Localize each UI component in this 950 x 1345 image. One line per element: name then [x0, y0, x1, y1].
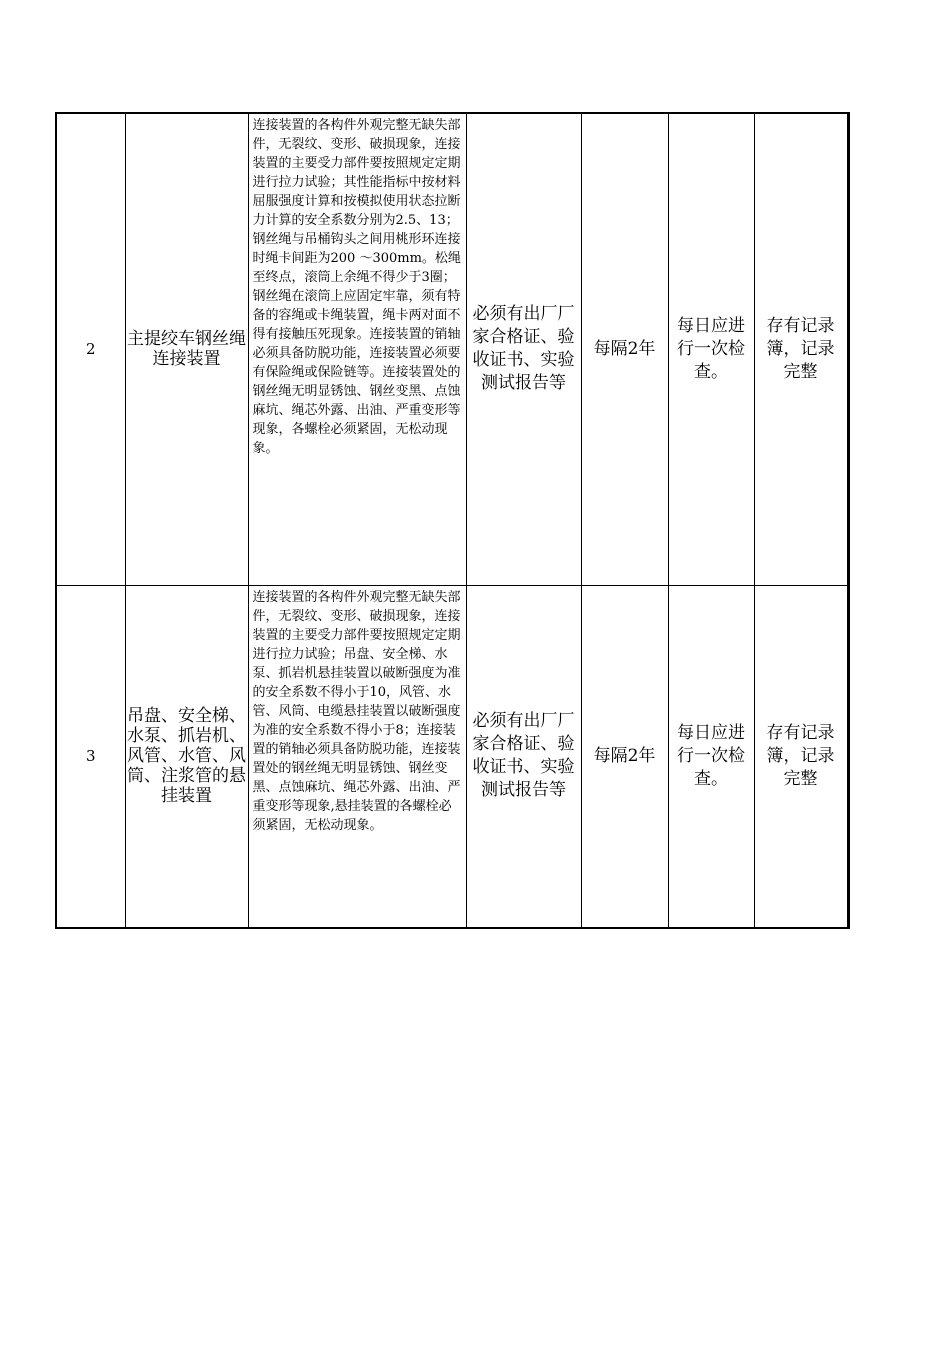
- equipment-name: 吊盘、安全梯、水泵、抓岩机、风管、水管、风筒、注浆管的悬挂装置: [125, 585, 248, 928]
- row-number: 2: [56, 113, 125, 585]
- equipment-name: 主提绞车钢丝绳连接装置: [125, 113, 248, 585]
- inspection-table: [55, 112, 850, 929]
- required-documents: 必须有出厂厂家合格证、验收证书、实验测试报告等: [466, 585, 581, 928]
- table-row: [56, 585, 848, 928]
- requirement-text: 连接装置的各构件外观完整无缺失部件，无裂纹、变形、破损现象，连接装置的主要受力部件要按照规定定期进行拉力试验；吊盘、安全梯、水泵、抓岩机悬挂装置以破断强度为准的安全系数不得小于10，风管、水管、风筒、电缆悬挂装置以破断强度为准的安全系数不得小于8；连接装置的销轴必须具备防脱功能，连接装置处的钢丝绳无明显锈蚀、钢丝变黑、点蚀麻坑、绳芯外露、出油、严重变形等现象,悬挂装置的各螺栓必须紧固，无松动现象。: [248, 585, 466, 928]
- test-cycle: 每隔2年: [581, 113, 668, 585]
- table-row: [56, 113, 848, 585]
- test-cycle: 每隔2年: [581, 585, 668, 928]
- requirement-text: 连接装置的各构件外观完整无缺失部件，无裂纹、变形、破损现象，连接装置的主要受力部件要按照规定定期进行拉力试验；其性能指标中按材料屈服强度计算和按模拟使用状态拉断力计算的安全系数分别为2.5、13；钢丝绳与吊桶钩头之间用桃形环连接时绳卡间距为200 ～300mm。松绳至终点，滚筒上余绳不得少于3圈；钢丝绳在滚筒上应固定牢靠，须有特备的容绳或卡绳装置，绳卡两对面不得有接触压死现象。连接装置的销轴必须具备防脱功能，连接装置必须要有保险绳或保险链等。连接装置处的钢丝绳无明显锈蚀、钢丝变黑、点蚀麻坑、绳芯外露、出油、严重变形等现象，各螺栓必须紧固，无松动现象。: [248, 113, 466, 585]
- record-status: 存有记录簿，记录完整: [754, 585, 848, 928]
- record-status: 存有记录簿，记录完整: [754, 113, 848, 585]
- inspection-frequency: 每日应进行一次检查。: [668, 585, 754, 928]
- inspection-frequency: 每日应进行一次检查。: [668, 113, 754, 585]
- required-documents: 必须有出厂厂家合格证、验收证书、实验测试报告等: [466, 113, 581, 585]
- row-number: 3: [56, 585, 125, 928]
